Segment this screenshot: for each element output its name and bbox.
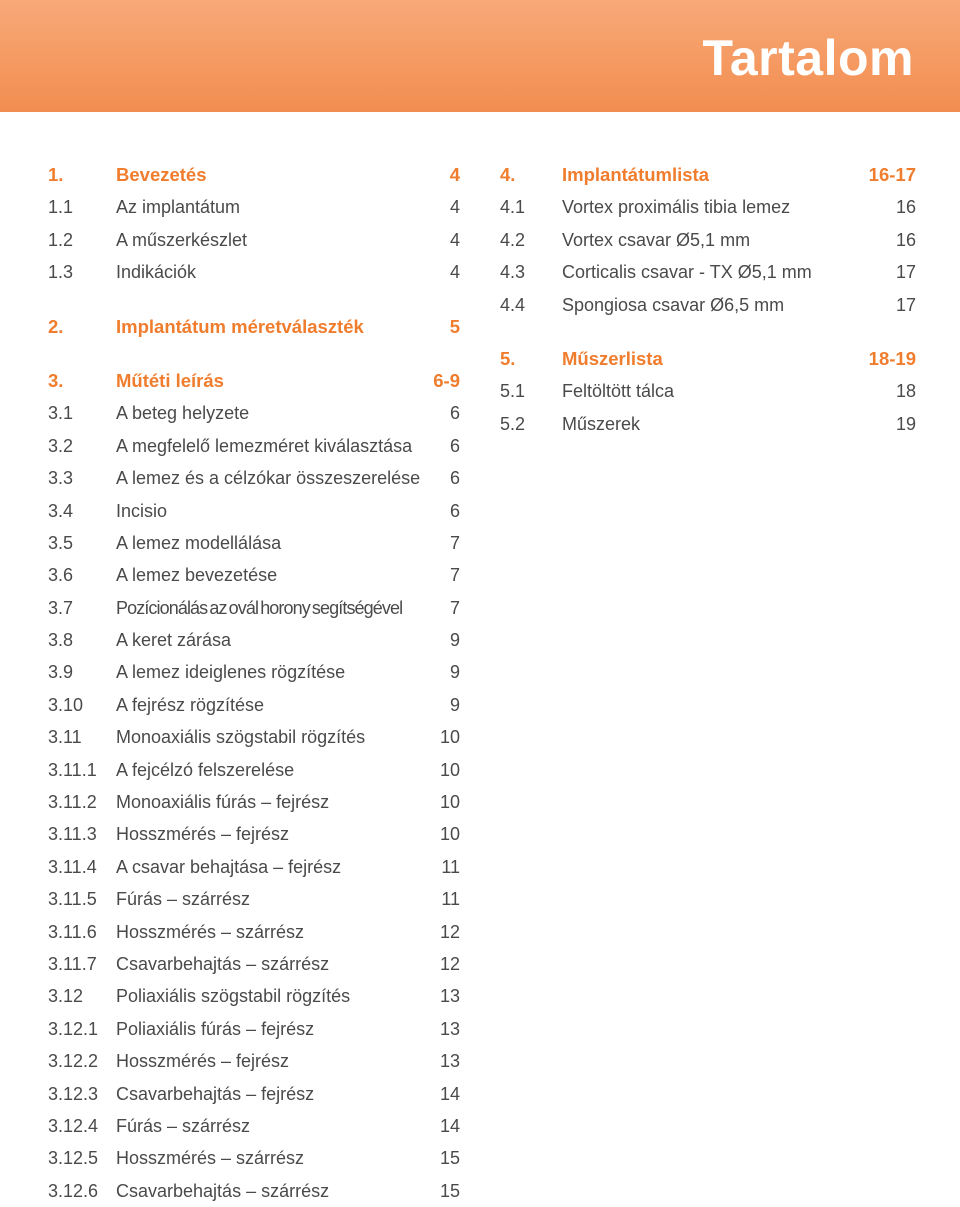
toc-page-number: 9 [449,630,460,651]
toc-page-number: 15 [439,1148,460,1169]
toc-title: Hosszmérés – fejrész [116,1051,290,1072]
toc-page-number: 16 [895,229,916,250]
toc-entry [48,689,460,721]
toc-number: 4.4 [500,294,526,315]
toc-title: A megfelelő lemezméret kiválasztása [116,435,413,456]
toc-title: Csavarbehajtás – fejrész [116,1083,315,1104]
toc-section-heading [48,159,460,191]
toc-number: 3.11.1 [48,759,97,780]
toc-title: Spongiosa csavar Ø6,5 mm [562,294,785,315]
toc-number: 3.8 [48,630,74,651]
toc-number: 3.11.3 [48,824,97,845]
toc-page-number: 10 [439,727,460,748]
toc-section-heading [48,311,460,343]
toc-title: A fejcélzó felszerelése [116,759,295,780]
toc-entry [500,256,916,288]
toc-number: 3.5 [48,532,74,553]
toc-entry [48,495,460,527]
toc-entry [48,1142,460,1174]
toc-number: 3.11 [48,727,82,748]
toc-page-number: 6 [449,403,460,424]
toc-page-number: 12 [439,953,460,974]
toc-title: Corticalis csavar - TX Ø5,1 mm [562,262,812,283]
toc-page-number: 15 [439,1180,460,1201]
toc-number: 3.12.2 [48,1051,99,1072]
toc-entry [500,375,916,407]
toc-number: 3.7 [48,597,74,618]
toc-number: 3.12.5 [48,1148,99,1169]
toc-number: 3.12.4 [48,1115,99,1136]
toc-entry [48,786,460,818]
toc-page-number: 12 [439,921,460,942]
toc-entry [48,256,460,288]
toc-number: 1.3 [48,262,74,283]
toc-number: 4. [500,164,516,185]
toc-title: Hosszmérés – fejrész [116,824,290,845]
toc-title: Poliaxiális szögstabil rögzítés [116,986,351,1007]
toc-title: A fejrész rögzítése [116,694,265,715]
toc-page-number: 6 [449,435,460,456]
toc-entry [500,408,916,440]
toc-title: Az implantátum [116,197,241,218]
toc-page-number: 10 [439,792,460,813]
toc-page-number: 11 [441,856,460,877]
toc-entry [48,818,460,850]
toc-number: 4.2 [500,229,526,250]
toc-title: Vortex csavar Ø5,1 mm [562,229,751,250]
toc-entry [48,721,460,753]
toc-page-number: 19 [895,413,916,434]
toc-title: Műtéti leírás [116,369,224,391]
toc-title: Monoaxiális fúrás – fejrész [116,792,330,813]
toc-entry [48,462,460,494]
toc-number: 3.12.1 [48,1018,99,1039]
toc-number: 5.1 [500,381,526,402]
toc-page-number: 5 [449,315,460,337]
toc-entry [500,289,916,321]
toc-number: 3.12.6 [48,1180,99,1201]
toc-entry [500,224,916,256]
toc-title: Csavarbehajtás – szárrész [116,953,330,974]
toc-title: A lemez modellálása [116,532,282,553]
toc-entry [48,851,460,883]
toc-page-number: 7 [449,565,460,586]
toc-page-number: 14 [439,1083,460,1104]
toc-page-number: 18-19 [868,347,916,369]
toc-page-number: 4 [449,197,460,218]
toc-title: Implantátum méretválaszték [116,315,364,337]
toc-number: 3.11.7 [48,953,97,974]
toc-title: Fúrás – szárrész [116,1115,251,1136]
toc-title: Bevezetés [116,164,207,185]
toc-number: 3.12.3 [48,1083,99,1104]
toc-entry [48,883,460,915]
toc-entry [48,1175,460,1207]
toc-entry [48,527,460,559]
toc-title: Implantátumlista [562,164,709,185]
toc-number: 3.12 [48,986,84,1007]
toc-page-number: 4 [449,229,460,250]
toc-number: 3.11.5 [48,889,97,910]
toc-title: A keret zárása [116,630,232,651]
toc-title: A beteg helyzete [116,403,250,424]
toc-number: 1. [48,164,64,185]
toc-entry [48,1078,460,1110]
toc-page-number: 16-17 [868,164,916,185]
toc-title: Műszerlista [562,347,663,369]
toc-title: Fúrás – szárrész [116,889,251,910]
toc-page-number: 13 [439,1018,460,1039]
toc-number: 1.2 [48,229,74,250]
toc-page-number: 10 [439,759,460,780]
toc-title: Hosszmérés – szárrész [116,921,305,942]
toc-title: A lemez ideiglenes rögzítése [116,662,346,683]
toc-page-number: 14 [439,1115,460,1136]
toc-entry [48,224,460,256]
toc-entry [48,397,460,429]
toc-number: 3.4 [48,500,74,521]
toc-number: 3.1 [48,403,74,424]
toc-entry [48,624,460,656]
toc-number: 3.6 [48,565,74,586]
toc-entry [48,656,460,688]
header-banner [0,0,960,112]
toc-page-number: 6-9 [433,369,460,391]
toc-page-number: 18 [895,381,916,402]
toc-page-number: 6 [449,500,460,521]
toc-number: 3.9 [48,662,74,683]
toc-number: 5.2 [500,413,526,434]
toc-title: Indikációk [116,262,197,283]
toc-page-number: 4 [449,164,460,185]
toc-page-number: 16 [895,197,916,218]
toc-title: A lemez bevezetése [116,565,278,586]
toc-title: Csavarbehajtás – szárrész [116,1180,330,1201]
toc-number: 3.2 [48,435,74,456]
toc-page-number: 10 [439,824,460,845]
toc-section-heading [48,365,460,397]
toc-title: A csavar behajtása – fejrész [116,856,342,877]
toc-entry [48,1110,460,1142]
toc-number: 4.1 [500,197,526,218]
toc-entry [48,754,460,786]
toc-title: Feltöltött tálca [562,381,675,402]
toc-title: A műszerkészlet [116,229,248,250]
toc-section-heading [500,159,916,191]
toc-entry [500,191,916,223]
toc-page-number: 9 [449,662,460,683]
toc-page-number: 9 [449,694,460,715]
toc-number: 3.11.2 [48,792,97,813]
toc-entry [48,1045,460,1077]
toc-title: A lemez és a célzókar összeszerelése [116,468,421,489]
toc-entry [48,430,460,462]
toc-entry [48,559,460,591]
toc-page-number: 17 [895,294,916,315]
toc-title: Pozícionálás az ovál horony segítségével [116,597,403,618]
toc-number: 3. [48,369,64,391]
toc-title: Hosszmérés – szárrész [116,1148,305,1169]
toc-page-number: 11 [441,889,460,910]
toc-entry [48,1013,460,1045]
toc-page-number: 7 [449,532,460,553]
toc-title: Poliaxiális fúrás – fejrész [116,1018,315,1039]
toc-entry [48,916,460,948]
toc-title: Vortex proximális tibia lemez [562,197,791,218]
toc-title: Műszerek [562,413,641,434]
toc-column-left [48,159,460,1207]
toc-number: 2. [48,315,64,337]
toc-number: 3.11.4 [48,856,97,877]
toc-number: 3.10 [48,694,84,715]
toc-page-number: 13 [439,1051,460,1072]
toc-number: 5. [500,347,516,369]
toc-column-right [500,159,916,440]
toc-title: Monoaxiális szögstabil rögzítés [116,727,366,748]
toc-number: 4.3 [500,262,526,283]
toc-section-heading [500,343,916,375]
toc-entry [48,980,460,1012]
page-title: Tartalom [702,30,914,86]
toc-page-number: 4 [449,262,460,283]
toc-entry [48,948,460,980]
toc-number: 3.3 [48,468,74,489]
toc-page-number: 7 [449,597,460,618]
toc-number: 1.1 [48,197,74,218]
toc-number: 3.11.6 [48,921,97,942]
toc-page-number: 13 [439,986,460,1007]
toc-entry [48,592,460,624]
toc-title: Incisio [116,500,168,521]
toc-page-number: 6 [449,468,460,489]
toc-page-number: 17 [895,262,916,283]
toc-entry [48,191,460,223]
